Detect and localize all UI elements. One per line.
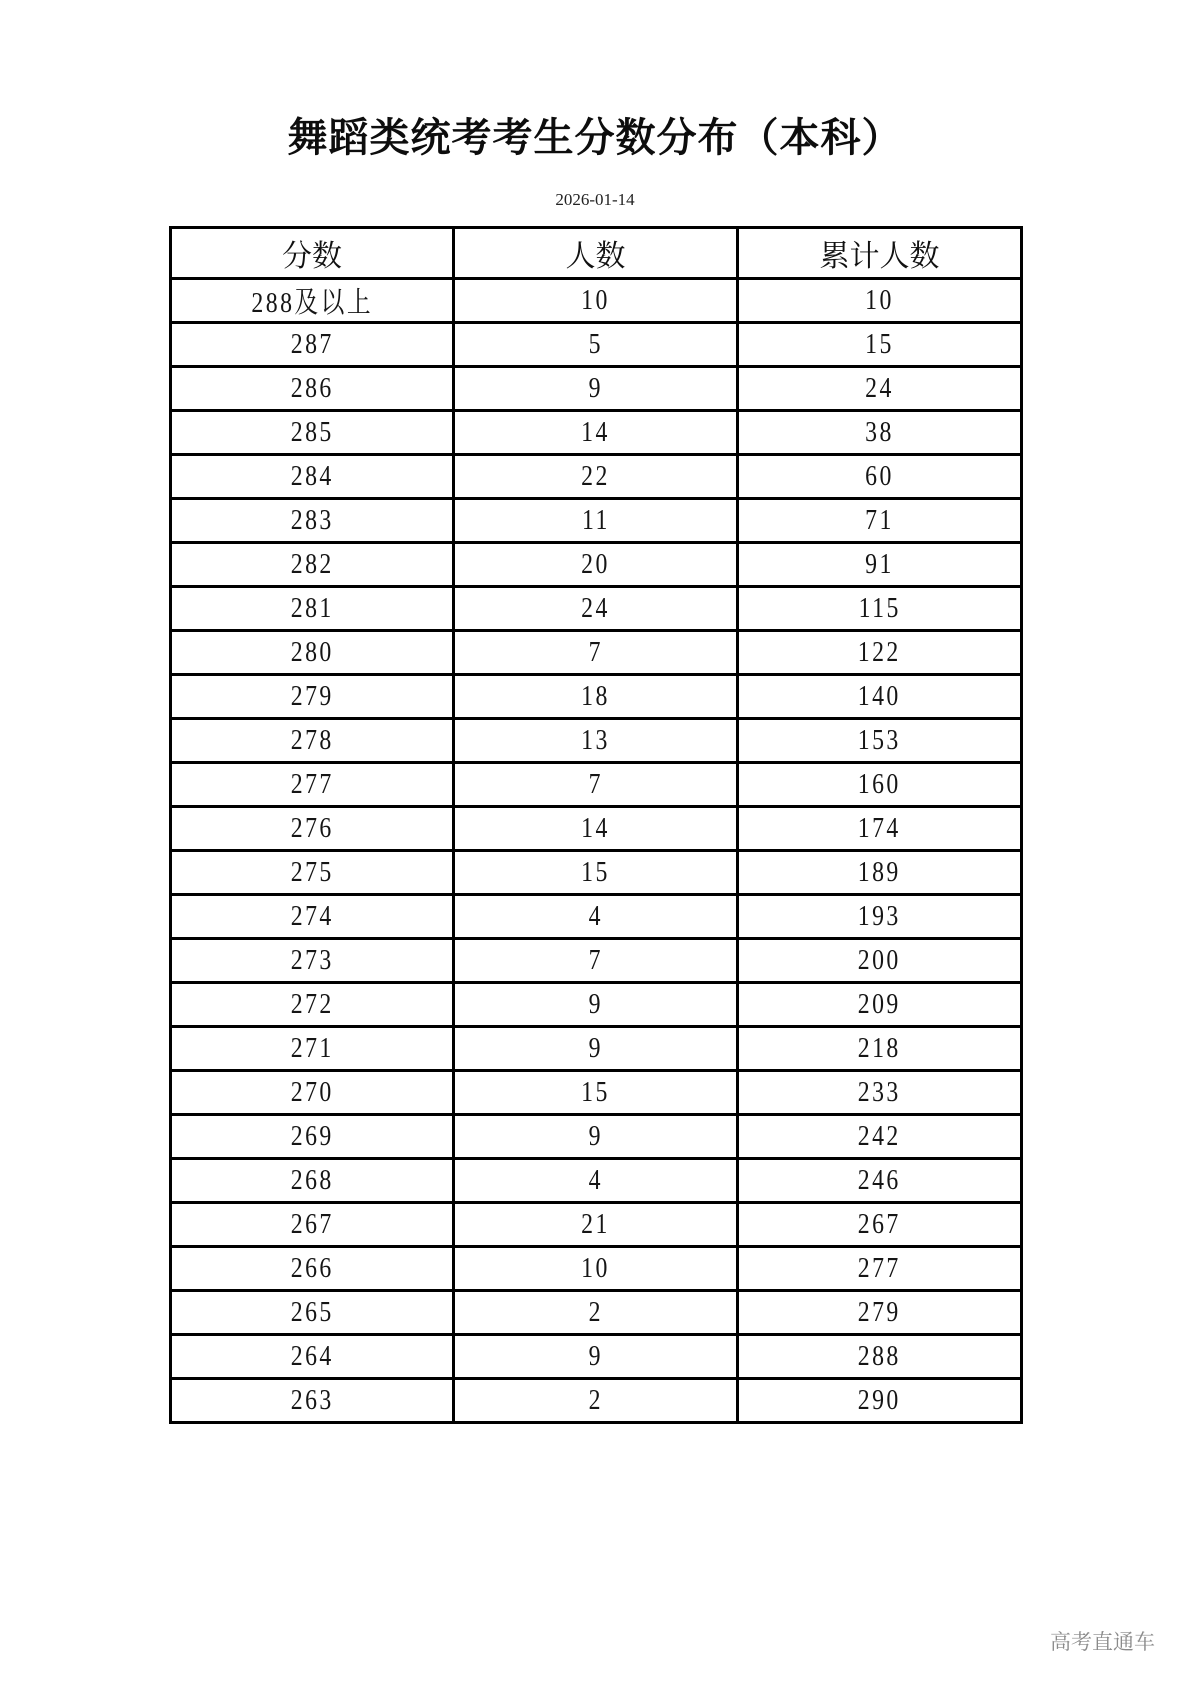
- cumulative-count-cell-text: 277: [857, 1252, 902, 1284]
- count-cell: [454, 1027, 738, 1071]
- cumulative-count-cell-text: 122: [857, 636, 902, 668]
- cumulative-count-cell: [738, 983, 1022, 1027]
- cumulative-count-cell-text: 24: [865, 372, 894, 404]
- score-cell-text: 285: [290, 416, 334, 448]
- count-cell-text: 7: [588, 768, 603, 800]
- count-cell: [454, 939, 738, 983]
- count-cell: [454, 1247, 738, 1291]
- count-cell-text: 21: [581, 1208, 610, 1240]
- score-cell: [171, 1335, 454, 1379]
- cumulative-count-cell-text: 200: [857, 944, 902, 976]
- cumulative-count-cell-text: 209: [857, 988, 902, 1020]
- table-row: [171, 851, 1022, 895]
- score-cell: [171, 323, 454, 367]
- cumulative-count-cell: [738, 499, 1022, 543]
- score-cell: [171, 807, 454, 851]
- score-cell: [171, 895, 454, 939]
- score-cell-text: 288及以上: [251, 287, 373, 319]
- score-cell-text: 268: [290, 1164, 334, 1196]
- table-row: [171, 807, 1022, 851]
- score-cell: [171, 1027, 454, 1071]
- cumulative-count-cell: [738, 631, 1022, 675]
- cumulative-count-cell-text: 140: [857, 680, 902, 712]
- count-cell: [454, 587, 738, 631]
- table-row: [171, 675, 1022, 719]
- score-cell-text: 272: [290, 988, 334, 1020]
- score-cell: [171, 1159, 454, 1203]
- count-cell-text: 9: [588, 1120, 603, 1152]
- table-row: [171, 543, 1022, 587]
- score-cell-text: 282: [290, 548, 334, 580]
- count-cell-text: 2: [588, 1384, 603, 1416]
- count-cell-text: 7: [588, 944, 603, 976]
- count-cell: [454, 807, 738, 851]
- cumulative-count-cell-text: 267: [857, 1208, 902, 1240]
- score-cell-text: 279: [290, 680, 334, 712]
- table-row: [171, 455, 1022, 499]
- document-title: 舞蹈类统考考生分数分布（本科）: [287, 114, 903, 161]
- table-row: [171, 631, 1022, 675]
- header-cumulative-count: 累计人数: [738, 228, 1022, 279]
- cumulative-count-cell-text: 174: [857, 812, 902, 844]
- score-cell-text: 270: [290, 1076, 334, 1108]
- score-cell: [171, 1115, 454, 1159]
- count-cell: [454, 1071, 738, 1115]
- score-cell-text: 267: [290, 1208, 334, 1240]
- score-cell-text: 284: [290, 460, 334, 492]
- table-body: [171, 279, 1022, 1423]
- table-row: [171, 279, 1022, 323]
- count-cell: [454, 1379, 738, 1423]
- cumulative-count-cell-text: 246: [857, 1164, 902, 1196]
- count-cell-text: 18: [581, 680, 610, 712]
- cumulative-count-cell: [738, 1071, 1022, 1115]
- cumulative-count-cell-text: 279: [857, 1296, 902, 1328]
- cumulative-count-cell-text: 15: [865, 328, 894, 360]
- cumulative-count-cell: [738, 675, 1022, 719]
- score-cell: [171, 499, 454, 543]
- count-cell: [454, 675, 738, 719]
- document-date: 2026-01-14: [555, 190, 635, 209]
- score-cell-text: 277: [290, 768, 334, 800]
- score-cell: [171, 1291, 454, 1335]
- cumulative-count-cell: [738, 1335, 1022, 1379]
- count-cell-text: 9: [588, 988, 603, 1020]
- count-cell: [454, 543, 738, 587]
- score-cell: [171, 1071, 454, 1115]
- table-row: [171, 499, 1022, 543]
- cumulative-count-cell: [738, 1027, 1022, 1071]
- score-cell: [171, 1247, 454, 1291]
- count-cell: [454, 631, 738, 675]
- count-cell-text: 15: [581, 1076, 610, 1108]
- header-score: 分数: [171, 228, 454, 279]
- table-row: [171, 1379, 1022, 1423]
- count-cell: [454, 323, 738, 367]
- count-cell: [454, 1159, 738, 1203]
- header-count: 人数: [454, 228, 738, 279]
- score-cell: [171, 411, 454, 455]
- score-cell: [171, 1203, 454, 1247]
- table-row: [171, 367, 1022, 411]
- score-cell-text: 265: [290, 1296, 334, 1328]
- score-cell-text: 274: [290, 900, 334, 932]
- score-cell: [171, 763, 454, 807]
- score-cell: [171, 983, 454, 1027]
- score-cell: [171, 367, 454, 411]
- table-row: [171, 719, 1022, 763]
- score-cell: [171, 851, 454, 895]
- count-cell: [454, 851, 738, 895]
- cumulative-count-cell: [738, 1379, 1022, 1423]
- count-cell-text: 11: [581, 504, 610, 536]
- cumulative-count-cell-text: 218: [857, 1032, 902, 1064]
- score-cell-text: 287: [290, 328, 334, 360]
- count-cell-text: 13: [581, 724, 610, 756]
- count-cell: [454, 499, 738, 543]
- count-cell: [454, 895, 738, 939]
- cumulative-count-cell-text: 71: [865, 504, 894, 536]
- cumulative-count-cell: [738, 1115, 1022, 1159]
- table-row: [171, 983, 1022, 1027]
- score-cell-text: 280: [290, 636, 334, 668]
- cumulative-count-cell-text: 38: [865, 416, 894, 448]
- cumulative-count-cell: [738, 323, 1022, 367]
- count-cell-text: 5: [588, 328, 603, 360]
- cumulative-count-cell: [738, 411, 1022, 455]
- cumulative-count-cell: [738, 763, 1022, 807]
- score-cell-text: 276: [290, 812, 334, 844]
- table-header-row: [171, 228, 1022, 279]
- count-cell-text: 2: [588, 1296, 603, 1328]
- score-cell: [171, 1379, 454, 1423]
- cumulative-count-cell-text: 60: [865, 460, 894, 492]
- count-cell-text: 9: [588, 1032, 603, 1064]
- table-row: [171, 939, 1022, 983]
- count-cell-text: 10: [581, 284, 610, 316]
- cumulative-count-cell: [738, 851, 1022, 895]
- count-cell-text: 10: [581, 1252, 610, 1284]
- cumulative-count-cell: [738, 279, 1022, 323]
- count-cell: [454, 983, 738, 1027]
- table-row: [171, 323, 1022, 367]
- cumulative-count-cell-text: 288: [857, 1340, 902, 1372]
- cumulative-count-cell-text: 160: [857, 768, 902, 800]
- count-cell-text: 14: [581, 416, 610, 448]
- cumulative-count-cell-text: 91: [865, 548, 894, 580]
- table-row: [171, 1071, 1022, 1115]
- cumulative-count-cell: [738, 807, 1022, 851]
- table-row: [171, 1335, 1022, 1379]
- cumulative-count-cell: [738, 895, 1022, 939]
- count-cell: [454, 1335, 738, 1379]
- score-cell: [171, 675, 454, 719]
- count-cell-text: 24: [581, 592, 610, 624]
- count-cell: [454, 367, 738, 411]
- table-row: [171, 1159, 1022, 1203]
- score-cell-text: 278: [290, 724, 334, 756]
- cumulative-count-cell-text: 242: [857, 1120, 902, 1152]
- cumulative-count-cell: [738, 1159, 1022, 1203]
- table-row: [171, 1247, 1022, 1291]
- score-cell-text: 283: [290, 504, 334, 536]
- count-cell-text: 4: [588, 900, 603, 932]
- count-cell: [454, 1203, 738, 1247]
- score-cell: [171, 631, 454, 675]
- table-row: [171, 1115, 1022, 1159]
- table-row: [171, 1203, 1022, 1247]
- score-cell: [171, 455, 454, 499]
- table-row: [171, 1291, 1022, 1335]
- cumulative-count-cell-text: 233: [857, 1076, 902, 1108]
- cumulative-count-cell: [738, 543, 1022, 587]
- score-cell-text: 273: [290, 944, 334, 976]
- score-cell-text: 264: [290, 1340, 334, 1372]
- cumulative-count-cell: [738, 1203, 1022, 1247]
- score-cell: [171, 587, 454, 631]
- cumulative-count-cell: [738, 1247, 1022, 1291]
- count-cell-text: 15: [581, 856, 610, 888]
- count-cell: [454, 455, 738, 499]
- score-cell: [171, 279, 454, 323]
- cumulative-count-cell: [738, 719, 1022, 763]
- table-row: [171, 587, 1022, 631]
- count-cell: [454, 1291, 738, 1335]
- score-cell: [171, 543, 454, 587]
- score-cell-text: 275: [290, 856, 334, 888]
- score-cell: [171, 939, 454, 983]
- cumulative-count-cell: [738, 1291, 1022, 1335]
- score-cell-text: 286: [290, 372, 334, 404]
- cumulative-count-cell-text: 153: [857, 724, 902, 756]
- count-cell: [454, 411, 738, 455]
- count-cell-text: 4: [588, 1164, 603, 1196]
- cumulative-count-cell-text: 115: [858, 592, 901, 624]
- count-cell: [454, 763, 738, 807]
- table-row: [171, 763, 1022, 807]
- count-cell-text: 20: [581, 548, 610, 580]
- cumulative-count-cell: [738, 939, 1022, 983]
- cumulative-count-cell-text: 10: [865, 284, 894, 316]
- table-row: [171, 895, 1022, 939]
- cumulative-count-cell-text: 189: [857, 856, 902, 888]
- count-cell: [454, 279, 738, 323]
- count-cell-text: 22: [581, 460, 610, 492]
- count-cell: [454, 719, 738, 763]
- count-cell-text: 9: [588, 1340, 603, 1372]
- score-cell-text: 281: [290, 592, 334, 624]
- table-row: [171, 411, 1022, 455]
- cumulative-count-cell: [738, 367, 1022, 411]
- count-cell-text: 14: [581, 812, 610, 844]
- table-row: [171, 1027, 1022, 1071]
- score-cell-text: 271: [290, 1032, 334, 1064]
- score-cell: [171, 719, 454, 763]
- score-cell-text: 269: [290, 1120, 334, 1152]
- cumulative-count-cell-text: 193: [857, 900, 902, 932]
- count-cell-text: 7: [588, 636, 603, 668]
- cumulative-count-cell: [738, 587, 1022, 631]
- count-cell: [454, 1115, 738, 1159]
- score-cell-text: 266: [290, 1252, 334, 1284]
- cumulative-count-cell: [738, 455, 1022, 499]
- cumulative-count-cell-text: 290: [857, 1384, 902, 1416]
- score-distribution-table: [169, 226, 1023, 1424]
- count-cell-text: 9: [588, 372, 603, 404]
- score-cell-text: 263: [290, 1384, 334, 1416]
- watermark-text: 高考直通车: [1050, 1630, 1155, 1654]
